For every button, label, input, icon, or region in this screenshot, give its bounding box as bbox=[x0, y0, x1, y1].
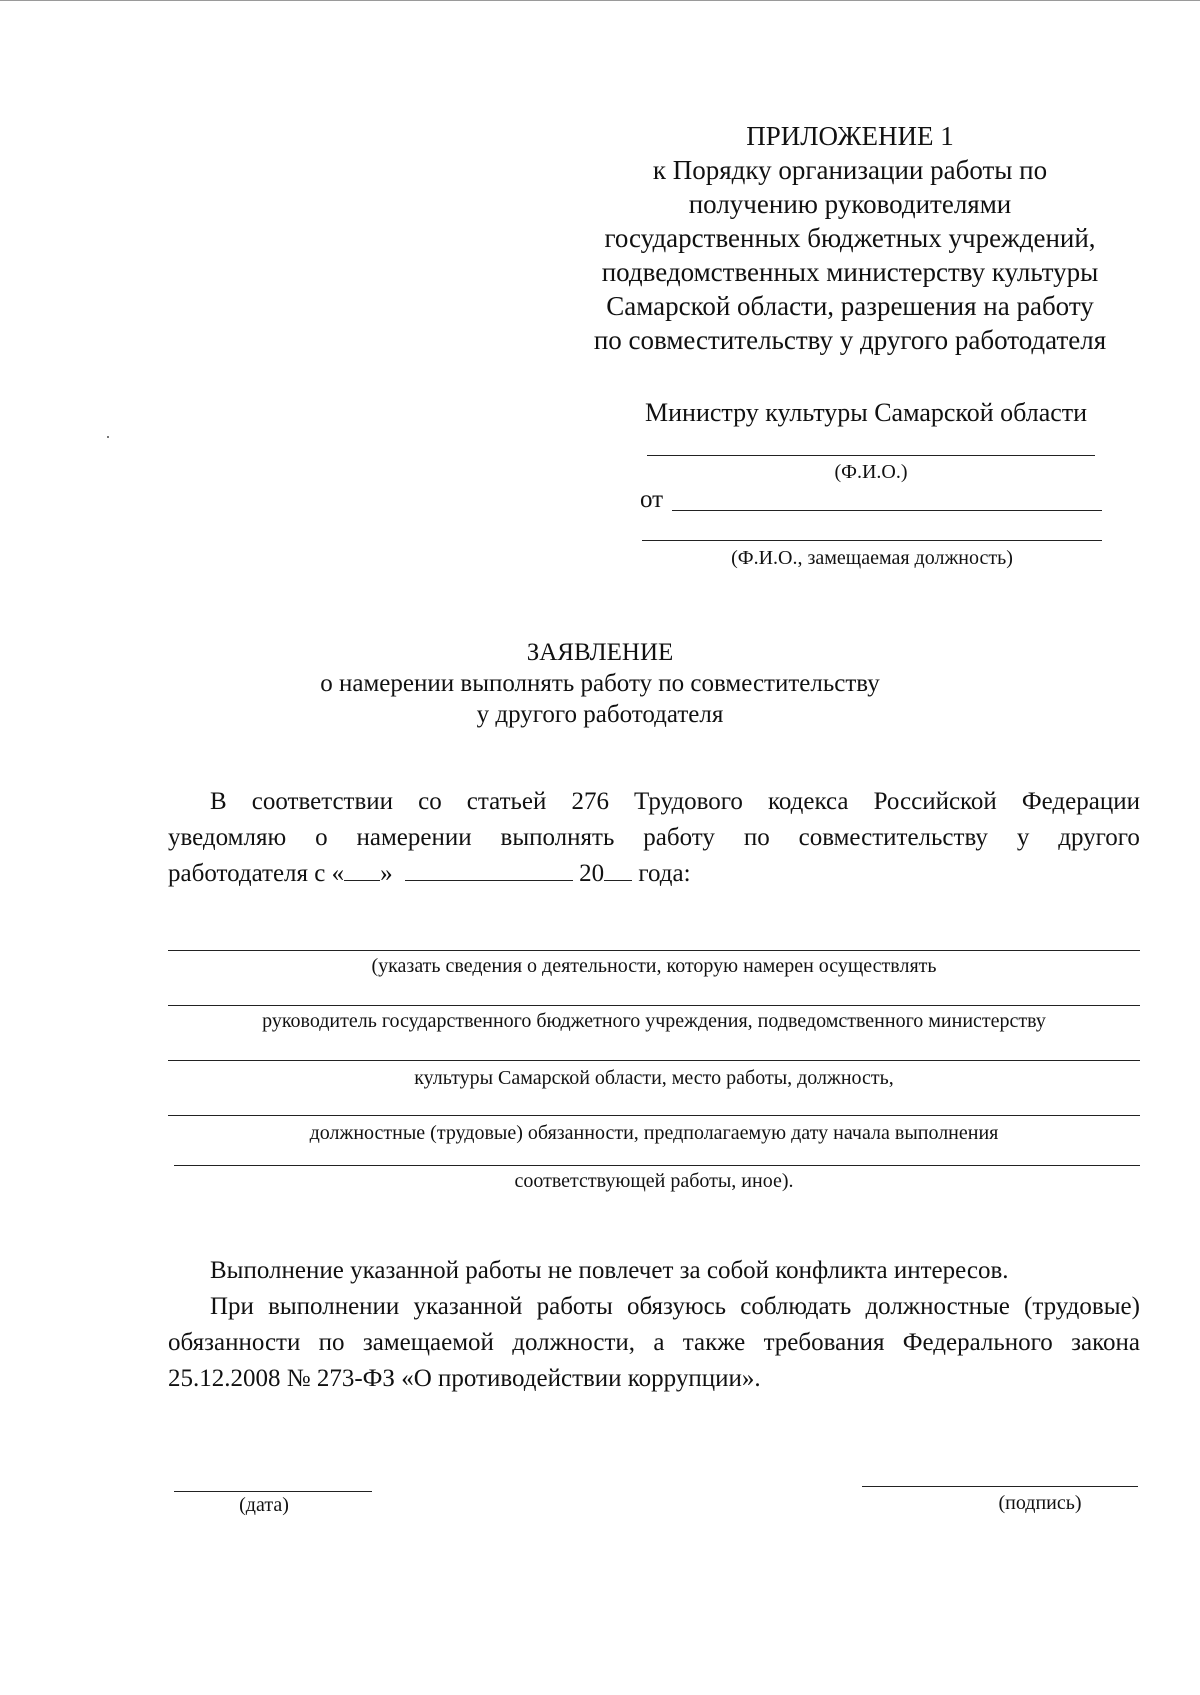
from-caption: (Ф.И.О., замещаемая должность) bbox=[731, 547, 1013, 569]
signature-caption: (подпись) bbox=[998, 1492, 1082, 1514]
year-blank bbox=[604, 860, 632, 881]
addressee-to: Министру культуры Самарской области bbox=[645, 398, 1088, 427]
word: закона bbox=[1071, 1329, 1140, 1356]
word: а bbox=[653, 1329, 665, 1356]
appendix-line: по совместительству у другого работодателя bbox=[593, 325, 1107, 355]
fill-caption: должностные (трудовые) обязанности, предполагаемую дату начала выполнения bbox=[309, 1122, 999, 1144]
word: должности, bbox=[512, 1329, 636, 1356]
fill-caption: соответствующей работы, иное). bbox=[514, 1170, 794, 1192]
quote-close: » bbox=[380, 860, 393, 887]
word: В bbox=[210, 788, 227, 815]
word: Федерального bbox=[902, 1329, 1053, 1356]
word: намерении bbox=[356, 824, 472, 851]
year-prefix: 20 bbox=[579, 860, 605, 887]
from-label: от bbox=[640, 486, 664, 513]
word: требования bbox=[763, 1329, 885, 1356]
fill-caption: руководитель государственного бюджетного учреждения, подведомственного министерству bbox=[262, 1010, 1046, 1032]
body-line bbox=[168, 820, 1140, 856]
word: выполнять bbox=[500, 824, 615, 851]
word: также bbox=[682, 1329, 746, 1356]
appendix-block bbox=[560, 119, 1140, 357]
word: При bbox=[210, 1293, 254, 1320]
word: соблюдать bbox=[740, 1293, 852, 1320]
addressee-fio-caption: (Ф.И.О.) bbox=[834, 461, 908, 483]
statement-paragraph bbox=[168, 1253, 1140, 1397]
word: статьей bbox=[466, 788, 547, 815]
word: совместительству bbox=[798, 824, 988, 851]
body-line bbox=[168, 856, 1140, 892]
fill-caption: культуры Самарской области, место работы, должность, bbox=[414, 1067, 894, 1089]
statement-line: 25.12.2008 № 273-ФЗ «О противодействии коррупции». bbox=[168, 1365, 761, 1392]
word: со bbox=[418, 788, 442, 815]
statement-line bbox=[168, 1325, 1140, 1361]
from-line-2 bbox=[642, 540, 1102, 541]
word: кодекса bbox=[768, 788, 849, 815]
fill-line bbox=[174, 1165, 1140, 1166]
word: по bbox=[318, 1329, 345, 1356]
word: уведомляю bbox=[168, 824, 287, 851]
fill-line bbox=[168, 1060, 1140, 1061]
word: Федерации bbox=[1021, 788, 1140, 815]
statement-line: Выполнение указанной работы не повлечет за собой конфликта интересов. bbox=[210, 1257, 1009, 1284]
word: обязуюсь bbox=[626, 1293, 727, 1320]
word: указанной bbox=[413, 1293, 523, 1320]
word: Российской bbox=[873, 788, 997, 815]
word: другого bbox=[1058, 824, 1140, 851]
body-line bbox=[168, 784, 1140, 820]
word: (трудовые) bbox=[1024, 1293, 1140, 1320]
signature-line bbox=[862, 1486, 1138, 1487]
word: выполнении bbox=[268, 1293, 400, 1320]
month-blank bbox=[405, 860, 573, 881]
word: работы bbox=[536, 1293, 613, 1320]
scan-speck bbox=[107, 436, 109, 438]
appendix-line: к Порядку организации работы по bbox=[652, 155, 1048, 185]
word: должностные bbox=[865, 1293, 1010, 1320]
title-main: ЗАЯВЛЕНИЕ bbox=[526, 639, 674, 666]
appendix-line: подведомственных министерству культуры bbox=[601, 257, 1099, 287]
word: соответствии bbox=[251, 788, 394, 815]
date-caption: (дата) bbox=[239, 1494, 289, 1516]
appendix-line: Самарской области, разрешения на работу bbox=[606, 291, 1094, 321]
date-line bbox=[174, 1491, 372, 1492]
from-line bbox=[672, 510, 1102, 511]
word: обязанности bbox=[168, 1329, 301, 1356]
word: у bbox=[1016, 824, 1030, 851]
title-sub: у другого работодателя bbox=[476, 701, 724, 728]
appendix-line: получению руководителями bbox=[688, 189, 1012, 219]
page-top-border bbox=[0, 0, 1200, 1]
fill-caption: (указать сведения о деятельности, которую намерен осуществлять bbox=[371, 955, 937, 977]
appendix-heading: ПРИЛОЖЕНИЕ 1 bbox=[746, 121, 954, 151]
word: работу bbox=[643, 824, 715, 851]
word: замещаемой bbox=[362, 1329, 494, 1356]
body-text: работодателя с « bbox=[168, 860, 345, 887]
statement-line bbox=[168, 1289, 1140, 1325]
word: по bbox=[743, 824, 770, 851]
fill-line bbox=[168, 1115, 1140, 1116]
word: о bbox=[315, 824, 328, 851]
body-text: года: bbox=[632, 860, 691, 887]
document-title bbox=[200, 637, 1000, 730]
title-sub: о намерении выполнять работу по совместительству bbox=[320, 670, 880, 697]
day-blank bbox=[344, 860, 380, 881]
appendix-line: государственных бюджетных учреждений, bbox=[604, 223, 1096, 253]
fill-line bbox=[168, 950, 1140, 951]
word: Трудового bbox=[634, 788, 743, 815]
word: 276 bbox=[571, 788, 609, 815]
addressee-fio-line bbox=[647, 455, 1095, 456]
body-paragraph bbox=[168, 784, 1140, 892]
fill-line bbox=[168, 1005, 1140, 1006]
